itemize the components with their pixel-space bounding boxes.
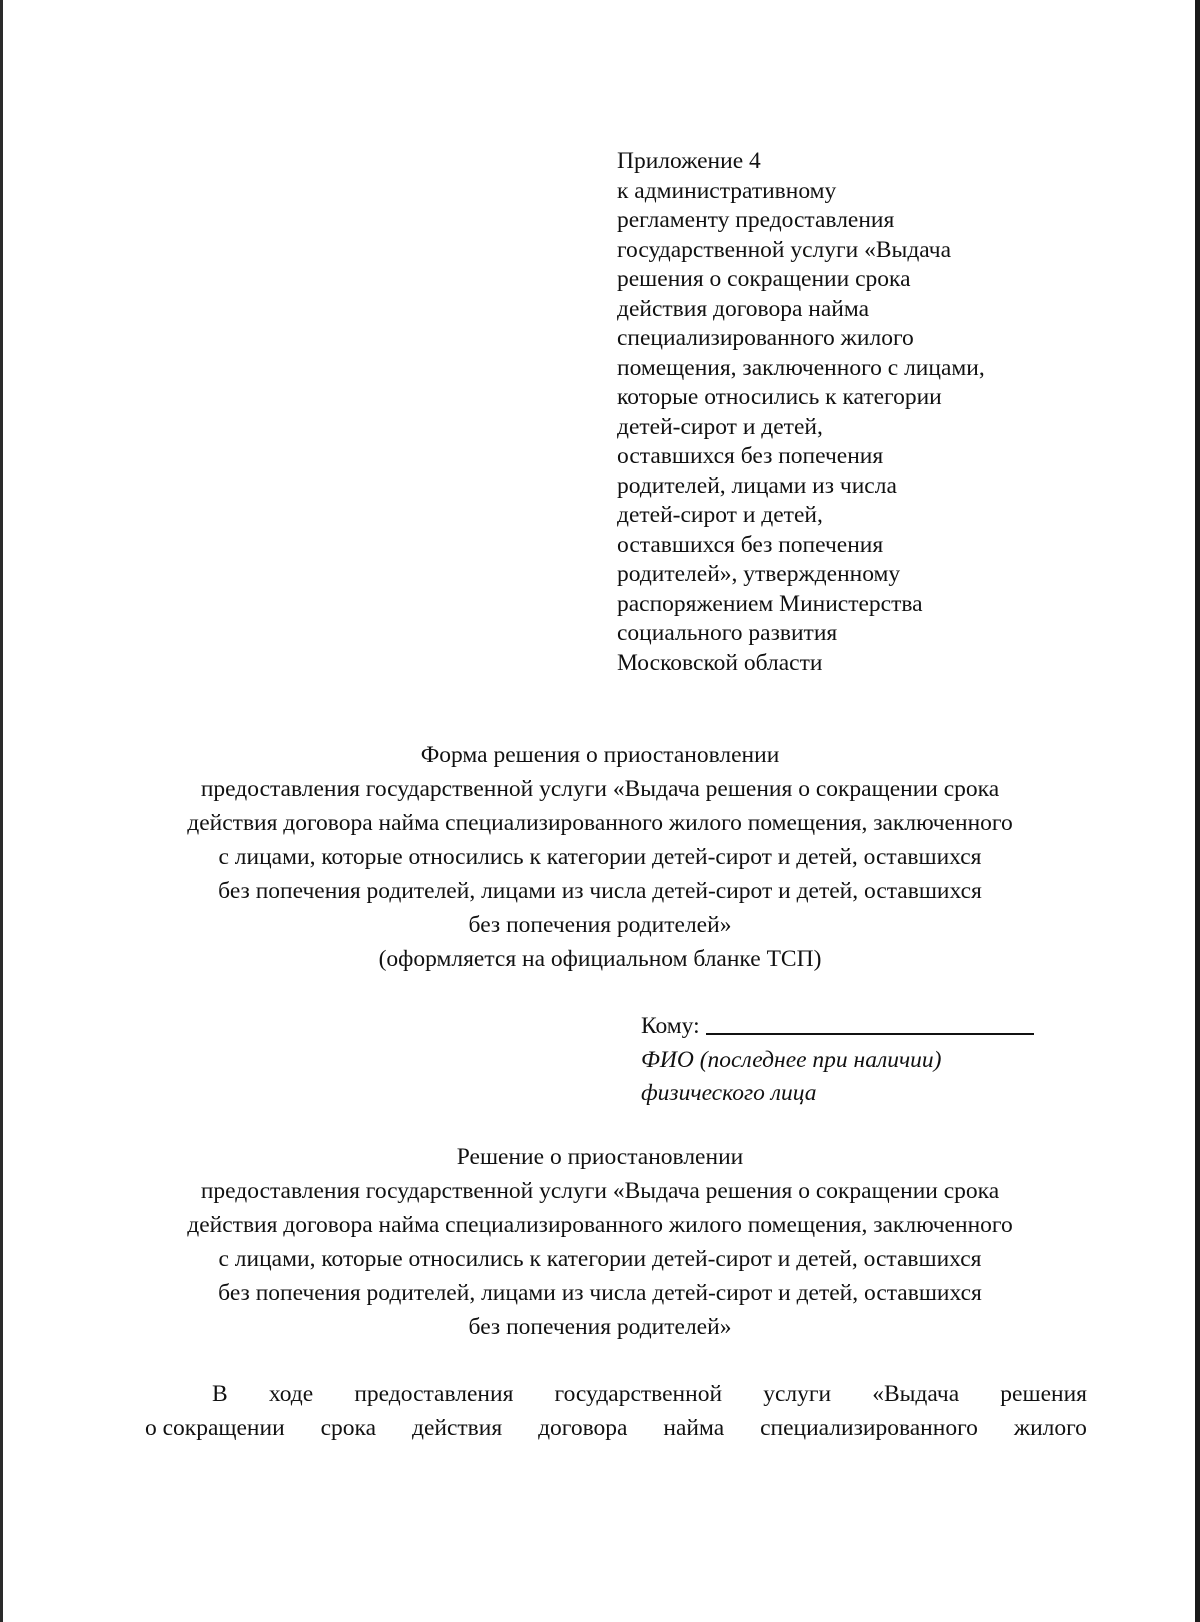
appendix-line: социального развития — [617, 620, 838, 646]
form-title — [60, 738, 1140, 976]
body-word: В — [212, 1381, 228, 1407]
recipient-label: Кому: — [641, 1013, 700, 1039]
body-paragraph — [145, 1377, 1087, 1445]
recipient-hint: физического лица — [641, 1080, 817, 1106]
body-word: действия — [411, 1415, 503, 1441]
form-title-line: без попечения родителей» — [468, 912, 732, 938]
form-title-note: (оформляется на официальном бланке ТСП) — [378, 946, 822, 972]
decision-title-line: действия договора найма специализированного жилого помещения, заключенного — [187, 1212, 1013, 1238]
decision-title-line: с лицами, которые относились к категории детей-сирот и детей, оставшихся — [218, 1246, 982, 1272]
body-word: о сокращении — [145, 1415, 285, 1441]
appendix-line: детей-сирот и детей, — [617, 413, 823, 440]
decision-title — [60, 1140, 1140, 1344]
appendix-line: решения о сокращении срока — [617, 266, 911, 292]
form-title-line: с лицами, которые относились к категории детей-сирот и детей, оставшихся — [218, 844, 982, 870]
decision-title-line: предоставления государственной услуги «Выдача решения о сокращении срока — [200, 1178, 1000, 1204]
appendix-line: оставшихся без попечения — [617, 531, 884, 558]
scan-right-edge — [1195, 0, 1200, 1622]
decision-title-line: Решение о приостановлении — [456, 1144, 744, 1170]
body-word: «Выдача — [872, 1381, 960, 1407]
appendix-line: родителей, лицами из числа — [617, 472, 897, 499]
appendix-line: родителей», утвержденному — [617, 561, 901, 587]
recipient-hint: ФИО (последнее при наличии) — [641, 1046, 942, 1073]
appendix-line: действия договора найма — [617, 295, 869, 322]
form-title-line: Форма решения о приостановлении — [420, 742, 780, 768]
appendix-line: регламенту предоставления — [617, 207, 895, 233]
appendix-line: Приложение 4 — [617, 148, 761, 174]
appendix-header — [617, 147, 1117, 678]
recipient-name-blank — [706, 1033, 1034, 1035]
appendix-line: государственной услуги «Выдача — [617, 236, 952, 263]
decision-title-line: без попечения родителей, лицами из числа детей-сирот и детей, оставшихся — [218, 1280, 982, 1306]
body-word: решения — [1000, 1381, 1087, 1407]
body-line — [145, 1411, 1087, 1445]
body-word: специализированного — [760, 1415, 978, 1441]
body-word: ходе — [268, 1381, 314, 1407]
body-line — [145, 1377, 1087, 1411]
decision-title-line: без попечения родителей» — [468, 1314, 732, 1340]
appendix-line: оставшихся без попечения — [617, 443, 884, 469]
recipient-block — [641, 1010, 1101, 1111]
body-word: срока — [320, 1415, 377, 1441]
form-title-line: предоставления государственной услуги «Выдача решения о сокращении срока — [200, 776, 1000, 802]
appendix-line: Московской области — [617, 649, 823, 676]
appendix-line: к административному — [617, 177, 837, 204]
body-word: предоставления — [354, 1381, 514, 1407]
body-word: государственной — [554, 1381, 723, 1407]
form-title-line: без попечения родителей, лицами из числа детей-сирот и детей, оставшихся — [218, 878, 982, 904]
body-word: договора — [538, 1415, 628, 1441]
recipient-row — [641, 1010, 1101, 1044]
body-word: услуги — [763, 1381, 832, 1407]
appendix-line: специализированного жилого — [617, 325, 914, 351]
appendix-line: помещения, заключенного с лицами, — [617, 354, 985, 381]
appendix-line: детей-сирот и детей, — [617, 502, 823, 528]
appendix-line: которые относились к категории — [617, 384, 942, 410]
body-word: найма — [663, 1415, 725, 1441]
scan-left-edge — [0, 0, 3, 1622]
appendix-line: распоряжением Министерства — [617, 590, 923, 617]
body-word: жилого — [1013, 1415, 1087, 1441]
form-title-line: действия договора найма специализированного жилого помещения, заключенного — [187, 810, 1013, 836]
